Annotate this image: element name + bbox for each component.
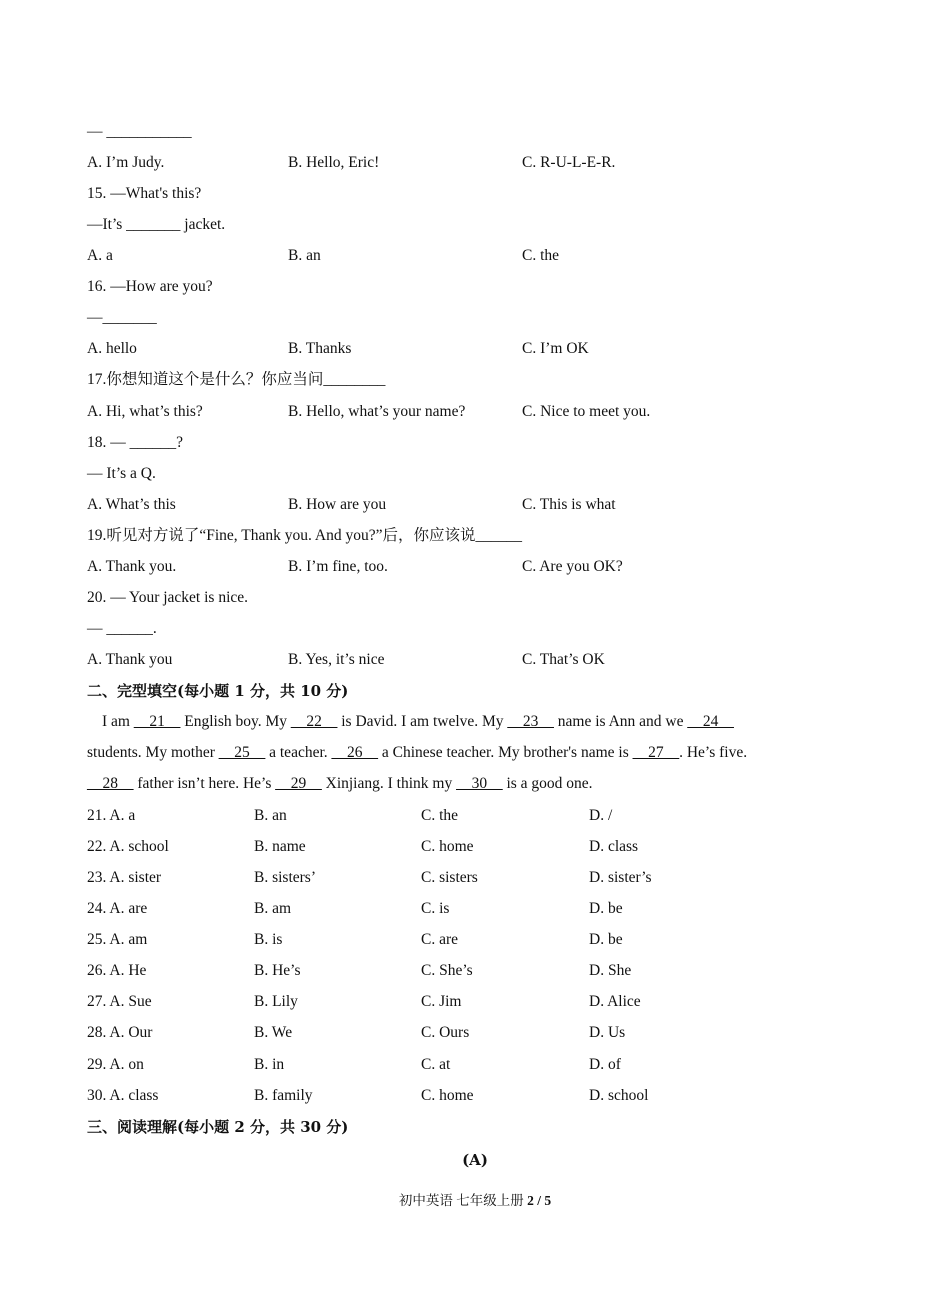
passage-text: is David. I am twelve. My [337, 713, 508, 730]
q30-option-a: 30. A. class [87, 1087, 159, 1104]
passage-text: father isn’t here. He’s [133, 775, 276, 792]
blank-29: __29__ [275, 775, 322, 792]
blank-30: __30__ [456, 775, 503, 792]
q24-option-c: C. is [421, 900, 450, 917]
q17-option-b: B. Hello, what’s your name? [288, 403, 466, 420]
blank-27: __27__ [632, 744, 680, 761]
q15-option-a: A. a [87, 247, 113, 264]
section3-part-label: (A) [462, 1151, 488, 1169]
passage-text: a Chinese teacher. My brother's name is [378, 744, 633, 761]
q15-option-c: C. the [522, 247, 560, 264]
q20-option-b: B. Yes, it’s nice [288, 651, 385, 668]
q17-option-c: C. Nice to meet you. [522, 403, 651, 420]
q29-option-d: D. of [589, 1056, 621, 1073]
q21-option-c: C. the [421, 807, 459, 824]
q22-option-a: 22. A. school [87, 838, 169, 855]
q30-option-d: D. school [589, 1087, 649, 1104]
q25-option-a: 25. A. am [87, 931, 148, 948]
q24-option-b: B. am [254, 900, 292, 917]
q17-stem: 17.你想知道这个是什么？你应当问________ [87, 371, 386, 388]
section3-heading: 三、阅读理解(每小题 2 分，共 30 分) [87, 1118, 349, 1136]
blank-22: __22__ [290, 713, 338, 730]
q26-option-a: 26. A. He [87, 962, 147, 979]
passage-text: . He’s five. [679, 744, 748, 761]
q15-option-b: B. an [288, 247, 321, 264]
q30-option-c: C. home [421, 1087, 474, 1104]
q16-option-a: A. hello [87, 340, 137, 357]
passage-text: students. My mother [87, 744, 219, 761]
cloze-passage-line-2 [87, 743, 747, 763]
q27-option-b: B. Lily [254, 993, 298, 1010]
passage-text: I am [102, 713, 134, 730]
q26-option-c: C. She’s [421, 962, 473, 979]
q19-option-a: A. Thank you. [87, 558, 177, 575]
q23-option-c: C. sisters [421, 869, 478, 886]
q26-option-d: D. She [589, 962, 632, 979]
q29-option-c: C. at [421, 1056, 451, 1073]
q28-option-c: C. Ours [421, 1024, 470, 1041]
q19-option-c: C. Are you OK? [522, 558, 623, 575]
passage-text: Xinjiang. I think my [321, 775, 457, 792]
blank-26: __26__ [331, 744, 379, 761]
cloze-passage-line-1 [102, 712, 734, 732]
q17-option-a: A. Hi, what’s this? [87, 403, 203, 420]
section2-heading: 二、完型填空(每小题 1 分，共 10 分) [87, 682, 349, 700]
q18-stem: 18. — ______? [87, 434, 184, 451]
q22-option-d: D. class [589, 838, 639, 855]
q23-option-d: D. sister’s [589, 869, 652, 886]
q27-option-c: C. Jim [421, 993, 462, 1010]
blank-21: __21__ [133, 713, 181, 730]
q23-option-a: 23. A. sister [87, 869, 162, 886]
q27-option-a: 27. A. Sue [87, 993, 152, 1010]
blank-24: __24__ [687, 713, 734, 730]
q22-option-c: C. home [421, 838, 474, 855]
q15-stem: 15. —What's this? [87, 185, 202, 202]
q25-option-b: B. is [254, 931, 283, 948]
q14-option-c: C. R-U-L-E-R. [522, 154, 616, 171]
blank-25: __25__ [218, 744, 266, 761]
q25-option-c: C. are [421, 931, 459, 948]
q16-option-b: B. Thanks [288, 340, 352, 357]
passage-text: English boy. My [180, 713, 291, 730]
q28-option-b: B. We [254, 1024, 293, 1041]
q20-line2: — ______. [87, 620, 157, 637]
q24-option-d: D. be [589, 900, 623, 917]
q27-option-d: D. Alice [589, 993, 641, 1010]
q20-option-a: A. Thank you [87, 651, 173, 668]
footer-text: 初中英语 七年级上册 [398, 1193, 528, 1208]
q23-option-b: B. sisters’ [254, 869, 316, 886]
q20-stem: 20. — Your jacket is nice. [87, 589, 249, 606]
q21-option-b: B. an [254, 807, 287, 824]
q18-option-c: C. This is what [522, 496, 616, 513]
q24-option-a: 24. A. are [87, 900, 148, 917]
q29-option-b: B. in [254, 1056, 285, 1073]
q28-option-a: 28. A. Our [87, 1024, 153, 1041]
q19-stem: 19.听见对方说了“Fine, Thank you. And you?”后，你应该说______ [87, 527, 522, 544]
blank-28: __28__ [87, 775, 134, 792]
q25-option-d: D. be [589, 931, 623, 948]
q18-option-a: A. What’s this [87, 496, 176, 513]
q14-option-a: A. I’m Judy. [87, 154, 165, 171]
q21-option-d: D. / [589, 807, 613, 824]
cloze-passage-line-3 [87, 774, 593, 794]
passage-text: a teacher. [265, 744, 332, 761]
q19-option-b: B. I’m fine, too. [288, 558, 388, 575]
page-number: 2 / 5 [527, 1193, 552, 1208]
q16-stem: 16. —How are you? [87, 278, 213, 295]
blank-23: __23__ [507, 713, 554, 730]
q30-option-b: B. family [254, 1087, 313, 1104]
q18-line2: — It’s a Q. [87, 465, 156, 482]
q18-option-b: B. How are you [288, 496, 387, 513]
q29-option-a: 29. A. on [87, 1056, 144, 1073]
passage-text: is a good one. [502, 775, 593, 792]
q28-option-d: D. Us [589, 1024, 626, 1041]
passage-text: name is Ann and we [553, 713, 688, 730]
q16-option-c: C. I’m OK [522, 340, 589, 357]
q14-answer-line: — ___________ [87, 123, 192, 140]
q16-line2: —_______ [87, 309, 157, 326]
q22-option-b: B. name [254, 838, 306, 855]
q20-option-c: C. That’s OK [522, 651, 605, 668]
q15-line2: —It’s _______ jacket. [87, 216, 226, 233]
q14-option-b: B. Hello, Eric! [288, 154, 380, 171]
page-footer [0, 1191, 950, 1211]
q21-option-a: 21. A. a [87, 807, 136, 824]
q26-option-b: B. He’s [254, 962, 301, 979]
